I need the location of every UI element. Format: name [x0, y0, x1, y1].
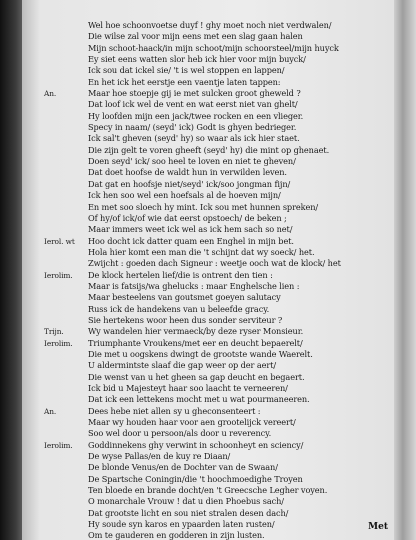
verse-line: [22, 156, 396, 167]
verse-line: [22, 360, 396, 371]
verse-text: Ick sou dat ickel sie/ 't is wel stoppen en lappen/: [88, 65, 285, 76]
verse-text: Doen seyd' ick/ soo heel te loven en niet te gheven/: [88, 156, 296, 167]
verse-line: [22, 440, 396, 451]
verse-line: [22, 179, 396, 190]
verse-line: [22, 383, 396, 394]
verse-line: [22, 145, 396, 156]
verse-text: Hoo docht ick datter quam een Enghel in mijn bet.: [88, 235, 294, 246]
speaker-label: Ierolim.: [44, 270, 73, 280]
verse-line: [22, 111, 396, 122]
verse-text: Dat doet hoofse de waldt hun in verwilden leven.: [88, 167, 287, 178]
verse-line: [22, 133, 396, 144]
verse-text: Goddinnekens ghy verwint in schoonheyt en sciency/: [88, 439, 304, 450]
verse-text: Hy soude syn karos en ypaarden laten rusten/: [88, 519, 275, 530]
verse-text: Mijn schoot-haack/in mijn schoot/mijn schoorsteel/mijn huyck: [88, 42, 339, 53]
verse-text: En het ick het eerstje een vaentje laten tappen:: [88, 76, 281, 87]
book-binding-left: [0, 0, 22, 540]
verse-text: Ick bid u Majesteyt haar soo laacht te verneeren/: [88, 383, 288, 393]
verse-line: [22, 43, 396, 54]
verse-text: Dat grootste licht en sou niet stralen desen dach/: [88, 507, 289, 518]
verse-text: Maar wy houden haar voor aen grootelijck vereert/: [88, 417, 296, 428]
verse-line: [22, 372, 396, 383]
verse-line: [22, 224, 396, 235]
verse-line: [22, 65, 396, 76]
verse-line: [22, 315, 396, 326]
document-page: [22, 0, 396, 540]
verse-line: [22, 428, 396, 439]
verse-line: [22, 496, 396, 507]
verse-text: Russ ick de handekens van u beleefde gracy.: [88, 303, 270, 314]
verse-line: [22, 247, 396, 258]
verse-text: Maar besteelens van goutsmet goeyen salutacy: [88, 292, 281, 303]
verse-text: Die wilse zal voor mijn eens met een slag gaan halen: [88, 31, 303, 42]
verse-text: Dat loof ick wel de vent en wat eerst niet van ghelt/: [88, 99, 298, 110]
verse-line: [22, 508, 396, 519]
verse-text: Hola hier komt een man die 't schijnt dat wy soeck/ het.: [88, 246, 315, 257]
verse-lines: [22, 20, 396, 540]
verse-text: Maar hoe stoepje gij ie met sulcken groot gheweld ?: [88, 88, 301, 99]
verse-line: [22, 417, 396, 428]
verse-line: [22, 167, 396, 178]
speaker-label: Ierolim.: [44, 338, 73, 348]
verse-line: [22, 519, 396, 530]
verse-line: [22, 304, 396, 315]
verse-line: [22, 122, 396, 133]
verse-line: [22, 213, 396, 224]
verse-text: Die wenst van u het gheen sa gap deucht en begaert.: [88, 371, 305, 382]
verse-text: Die met u oogskens dwingt de grootste wande Waerelt.: [88, 348, 313, 359]
speaker-label: Ierolim.: [44, 440, 73, 450]
verse-line: [22, 190, 396, 201]
verse-line: [22, 349, 396, 360]
speaker-label: Trijn.: [44, 327, 64, 337]
verse-line: [22, 394, 396, 405]
verse-line: [22, 474, 396, 485]
verse-line: [22, 77, 396, 88]
verse-text: Specy in naam/ (seyd' ick) Godt is ghyen bedrieger.: [88, 122, 297, 133]
verse-text: Hy loofden mijn een jack/twee rocken en een vlieger.: [88, 110, 304, 121]
verse-text: Om te gauderen en godderen in zijn lusten.: [88, 530, 265, 540]
verse-text: Ick sal't gheven (seyd' hy) so waar als ick hier staet.: [88, 133, 300, 144]
verse-text: U aldermintste slaaf die gap weer op der aert/: [88, 360, 277, 371]
verse-text: Wy wandelen hier vermaeck/by deze ryser Monsieur.: [88, 326, 304, 337]
verse-text: De klock hertelen lief/die is ontrent den tien :: [88, 269, 273, 280]
verse-text: De blonde Venus/en de Dochter van de Swaan/: [88, 462, 278, 473]
speaker-label: An.: [44, 89, 57, 99]
verse-text: Dat gat en hoofsje niet/seyd' ick/soo jongman fijn/: [88, 178, 291, 189]
verse-line: [22, 451, 396, 462]
verse-line: [22, 338, 396, 349]
verse-line: [22, 88, 396, 99]
verse-text: En met soo sloech hy mint. Ick sou met hunnen spreken/: [88, 201, 319, 212]
verse-text: Dat ick een lettekens mocht met u wat pourmaneeren.: [88, 394, 310, 405]
verse-text: Soo wel door u persoon/als door u reverency.: [88, 428, 272, 439]
verse-line: [22, 31, 396, 42]
speaker-label: Ierol. wt: [44, 236, 75, 246]
verse-text: Maar is fatsijs/wa ghelucks : maar Enghelsche lien :: [88, 280, 300, 291]
verse-text: De wyse Pallas/en de kuy re Diaan/: [88, 451, 231, 462]
verse-line: [22, 270, 396, 281]
speaker-label: An.: [44, 406, 57, 416]
verse-text: Ten bloede en brande docht/en 't Greecsche Legher voyen.: [88, 485, 328, 496]
verse-text: Dees hebe niet allen sy u gheconsenteert :: [88, 405, 261, 416]
verse-text: Triumphante Vroukens/met eer en deucht bepaerelt/: [88, 337, 303, 348]
verse-line: [22, 54, 396, 65]
verse-line: [22, 236, 396, 247]
verse-line: [22, 99, 396, 110]
verse-line: [22, 258, 396, 269]
book-binding-right: [394, 0, 416, 540]
verse-text: Of hy/of ick/of wie dat eerst opstoech/ de beken ;: [88, 212, 287, 223]
verse-line: [22, 20, 396, 31]
verse-text: Ey siet eens watten slor heb ick hier voor mijn buyck/: [88, 54, 306, 65]
verse-text: De Spartsche Coningin/die 't hoochmoedighe Troyen: [88, 473, 303, 484]
verse-text: Wel hoe schoonvoetse duyf ! ghy moet noch niet verdwalen/: [88, 20, 332, 30]
verse-line: [22, 326, 396, 337]
verse-line: [22, 202, 396, 213]
verse-text: Ick hen soo wel een hoefsals al de hoeven mijn/: [88, 190, 281, 201]
verse-line: [22, 530, 396, 540]
verse-line: [22, 292, 396, 303]
verse-text: Sie hertekens woor heen dus sonder serviteur ?: [88, 314, 283, 325]
verse-text: Zwijcht : goeden dach Signeur : weetje ooch wat de klock/ het: [88, 258, 341, 269]
verse-line: [22, 462, 396, 473]
verse-line: [22, 485, 396, 496]
verse-text: Die zijn gelt te voren gheeft (seyd' hy) die mint op ghenaet.: [88, 144, 330, 155]
verse-line: [22, 406, 396, 417]
verse-text: O monarchale Vrouw ! dat u dien Phoebus sach/: [88, 496, 284, 507]
verse-text: Maar immers weet ick wel as ick hem sach so net/: [88, 224, 293, 235]
verse-line: [22, 281, 396, 292]
catchword: Met: [368, 522, 388, 532]
